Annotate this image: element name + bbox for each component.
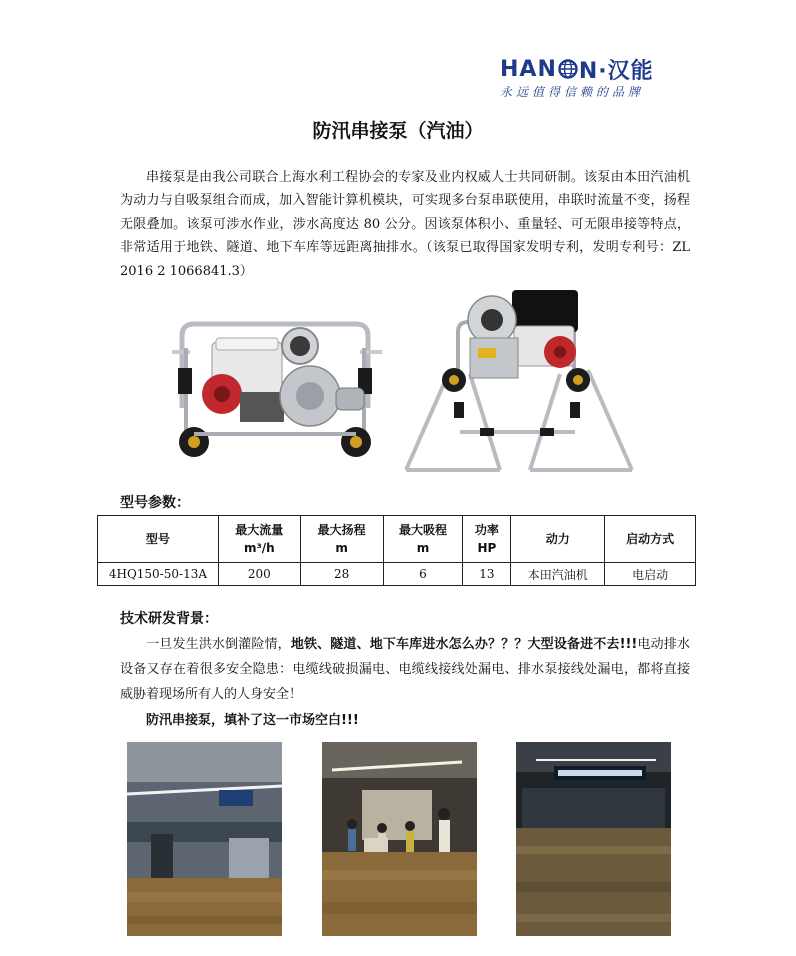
logo-tagline: 永远值得信赖的品牌 [500,85,645,99]
intro-paragraph: 串接泵是由我公司联合上海水利工程协会的专家及业内权威人士共同研制。该泵由本田汽油机为动力与自吸泵组合而成，加入智能计算机模块，可实现多台泵串联使用，串联时流量不变，扬程无限叠加。该泵可涉水作业，涉水高度达 80 公分。因该泵体积小、重量轻、可无限串接等特点，非常适用于地铁、隧道、地下车库等远距离抽排水。（该泵已取得国家发明专利，发明专利号：ZL 2016 2 1066841.3） [120,170,690,279]
flood-photo-station [127,742,282,936]
table-cell: 13 [463,563,511,586]
market-gap-note: 防汛串接泵，填补了这一市场空白!!! [146,713,359,728]
background-text-bold: 地铁、隧道、地下车库进水怎么办？？？大型设备进不去!!! [290,637,638,652]
background-heading: 技术研发背景： [120,611,218,627]
col-max-suction: 最大吸程 m [383,516,463,563]
flood-photo-tunnel [516,742,671,936]
table-cell: 200 [218,563,300,586]
pump-photo-stand [400,282,636,474]
table-cell: 电启动 [605,563,696,586]
table-cell: 28 [300,563,383,586]
models-heading: 型号参数： [120,495,190,511]
flood-photo-crowd [322,742,477,936]
logo-brand-left: HAN [500,56,557,82]
background-paragraph [120,632,690,707]
company-logo [500,56,675,100]
col-max-flow: 最大流量 m³/h [218,516,300,563]
background-text-1: 一旦发生洪水倒灌险情， [146,637,291,652]
spec-table [97,515,696,586]
col-model: 型号 [98,516,219,563]
page-title: 防汛串接泵（汽油） [312,120,484,142]
table-header-row [98,516,696,563]
col-start-mode: 启动方式 [605,516,696,563]
table-row [98,563,696,586]
table-cell: 本田汽油机 [511,563,605,586]
table-cell: 4HQ150-50-13A [98,563,219,586]
background-text-2: 电动排水设备又存在着很多安全隐患：电缆线破损漏电、电缆线接线处漏电、排水泵接线处漏电，都将直接威胁着现场所有人的人身安全！ [120,637,690,702]
table-cell: 6 [383,563,463,586]
pump-photo-front [160,308,392,468]
col-power: 功率 HP [463,516,511,563]
col-engine: 动力 [511,516,605,563]
col-max-head: 最大扬程 m [300,516,383,563]
globe-icon [558,59,578,79]
logo-brand-right: N·汉能 [578,58,654,84]
